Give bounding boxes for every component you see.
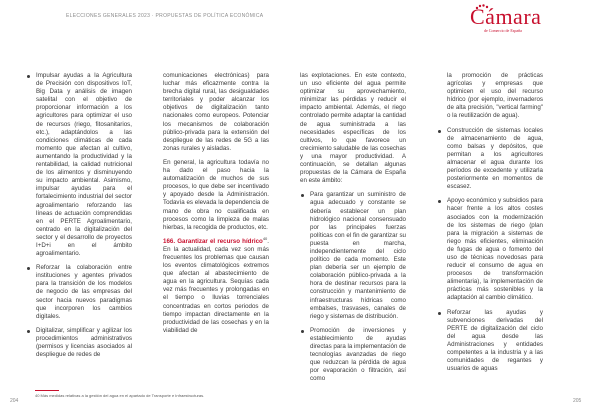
paragraph: En general, la agricultura todavía no ha dado el paso hacia la automatización de muchos de sus procesos, lo que debe ser incentivado y apoyado desde la Administración. Todavía es elevada la dependencia de mano de obra no cualificada en procesos como la limpieza de malas hierbas, la recogida de productos, etc. [163, 158, 269, 231]
footnote: 40 Más medidas relativas a la gestión del agua en el apartado de Transporte e Infraestructuras. [35, 393, 205, 398]
section-heading: 166. Garantizar el recurso hídrico [163, 237, 263, 245]
list-item: Promoción de inversiones y establecimiento de ayudas directas para la implementación de tecnologías avanzadas de riego que reduzcan la pérdida de agua por evaporación o filtración, así como [300, 327, 406, 384]
logo-subtitle: de Comercio de España [484, 28, 522, 33]
camara-logo [470, 4, 542, 34]
list-item: Impulsar ayudas a la Agricultura de Precisión con dispositivos IoT, Big Data y análisis de imagen satelital con el objetivo de proporcionar información a los agricultores para optimizar el uso de recursos (riego, fitosanitarios, etc.), adaptándolos a las condiciones climáticas de cada momento que afectan al cultivo, aumentando la productividad y la rentabilidad, la calidad nutricional de los alimentos y disminuyendo su impacto ambiental. Asimismo, impulsar ayudas para el fortalecimiento industrial del sector agroalimentario reforzando las líneas de actuación comprendidas en el PERTE Agroalimentario, centrado en la digitalización del sector y el desarrollo de proyectos I+D+i en el ámbito agroalimentario. [26, 72, 132, 258]
column-3 [300, 72, 406, 389]
page-number-right: 205 [573, 398, 582, 404]
list-item: Digitalizar, simplificar y agilizar los procedimientos administrativos (permisos y licencias asociados al despliegue de redes de [26, 327, 132, 359]
column-2 [163, 72, 269, 341]
page-header-title: ELECCIONES GENERALES 2023 · PROPUESTAS DE POLÍTICA ECONÓMICA [66, 13, 264, 19]
footnote-divider [35, 390, 59, 391]
paragraph: comunicaciones electrónicas) para luchar más eficazmente contra la brecha digital rural, las desigualdades territoriales y poder alcanzar los objetivos de digitalización tanto nacionales como europeos. Potenciar los mecanismos de colaboración público-privada para la extensión del despliegue de las redes de 5G a las zonas rurales y aisladas. [163, 72, 269, 152]
paragraph: las explotaciones. En este contexto, un uso eficiente del agua permite optimizar su aprovechamiento, minimizar las pérdidas y reducir el impacto ambiental. Además, el riego controlado permite adaptar la cantidad de agua suministrada a las necesidades específicas de los cultivos, lo que favorece un crecimiento saludable de las cosechas y una mayor productividad. A continuación, se detallan algunas propuestas de la Cámara de España en este ámbito: [300, 72, 406, 185]
list-item: Reforzar las ayudas y subvenciones derivadas del PERTE de digitalización del ciclo del agua desde las Administraciones y entidades competentes a la industria y a las comunidades de regantes y usuarios de aguas [437, 309, 543, 374]
list-item: Apoyo económico y subsidios para hacer frente a los altos costes asociados con la modernización de los sistemas de riego (plan para la migración a sistemas de riego más eficientes, eliminación de fugas de agua o fomento del uso de técnicas novedosas para reducir el consumo de agua en procesos de transformación alimentaria), la implementación de prácticas más sostenibles y la adaptación al cambio climático. [437, 197, 543, 302]
list-item: Reforzar la colaboración entre instituciones y agentes privados para la transición de los modelos de negocio de las empresas del sector hacia nuevos paradigmas que incorporen los cambios digitales. [26, 264, 132, 321]
page-number-left: 204 [10, 398, 19, 404]
section-paragraph [163, 235, 269, 335]
list-item: Construcción de sistemas locales de almacenamiento de agua, como balsas y depósitos, que permitan a los agricultores almacenar el agua durante los períodos de excedente y utilizarla posteriormente en momentos de escasez. [437, 127, 543, 192]
logo-wordmark: Cámara [470, 4, 542, 29]
list-item: Para garantizar un suministro de agua adecuado y constante se debería establecer un plan hidrológico nacional consensuado por las principales fuerzas políticas con el fin de garantizar su puesta en marcha, independientemente del ciclo político de cada momento. Este plan debería ser un ejemplo de colaboración público-privada a la hora de destinar recursos para la construcción y mantenimiento de infraestructuras hídricas como embalses, trasvases, canales de riego y sistemas de distribución. [300, 191, 406, 321]
paragraph: la promoción de prácticas agrícolas y empresas que optimicen el uso del recurso hídrico (por ejemplo, invernaderos de alta precisión, "vertical farming" o la reutilización de agua). [447, 72, 543, 120]
section-text: . En la actualidad, cada vez son más frecuentes los problemas que causan los eventos climatológicos extremos que afectan al abastecimiento de agua en la agricultura. Sequías cada vez más frecuentes y prolongadas en el tiempo o lluvias torrenciales concentradas en cortos periodos de tiempo impactan directamente en la productividad de las cosechas y en la viabilidad de [163, 237, 269, 334]
column-4 [437, 72, 543, 379]
footnote-ref[interactable]: 40 [262, 235, 268, 241]
column-1 [26, 72, 132, 365]
